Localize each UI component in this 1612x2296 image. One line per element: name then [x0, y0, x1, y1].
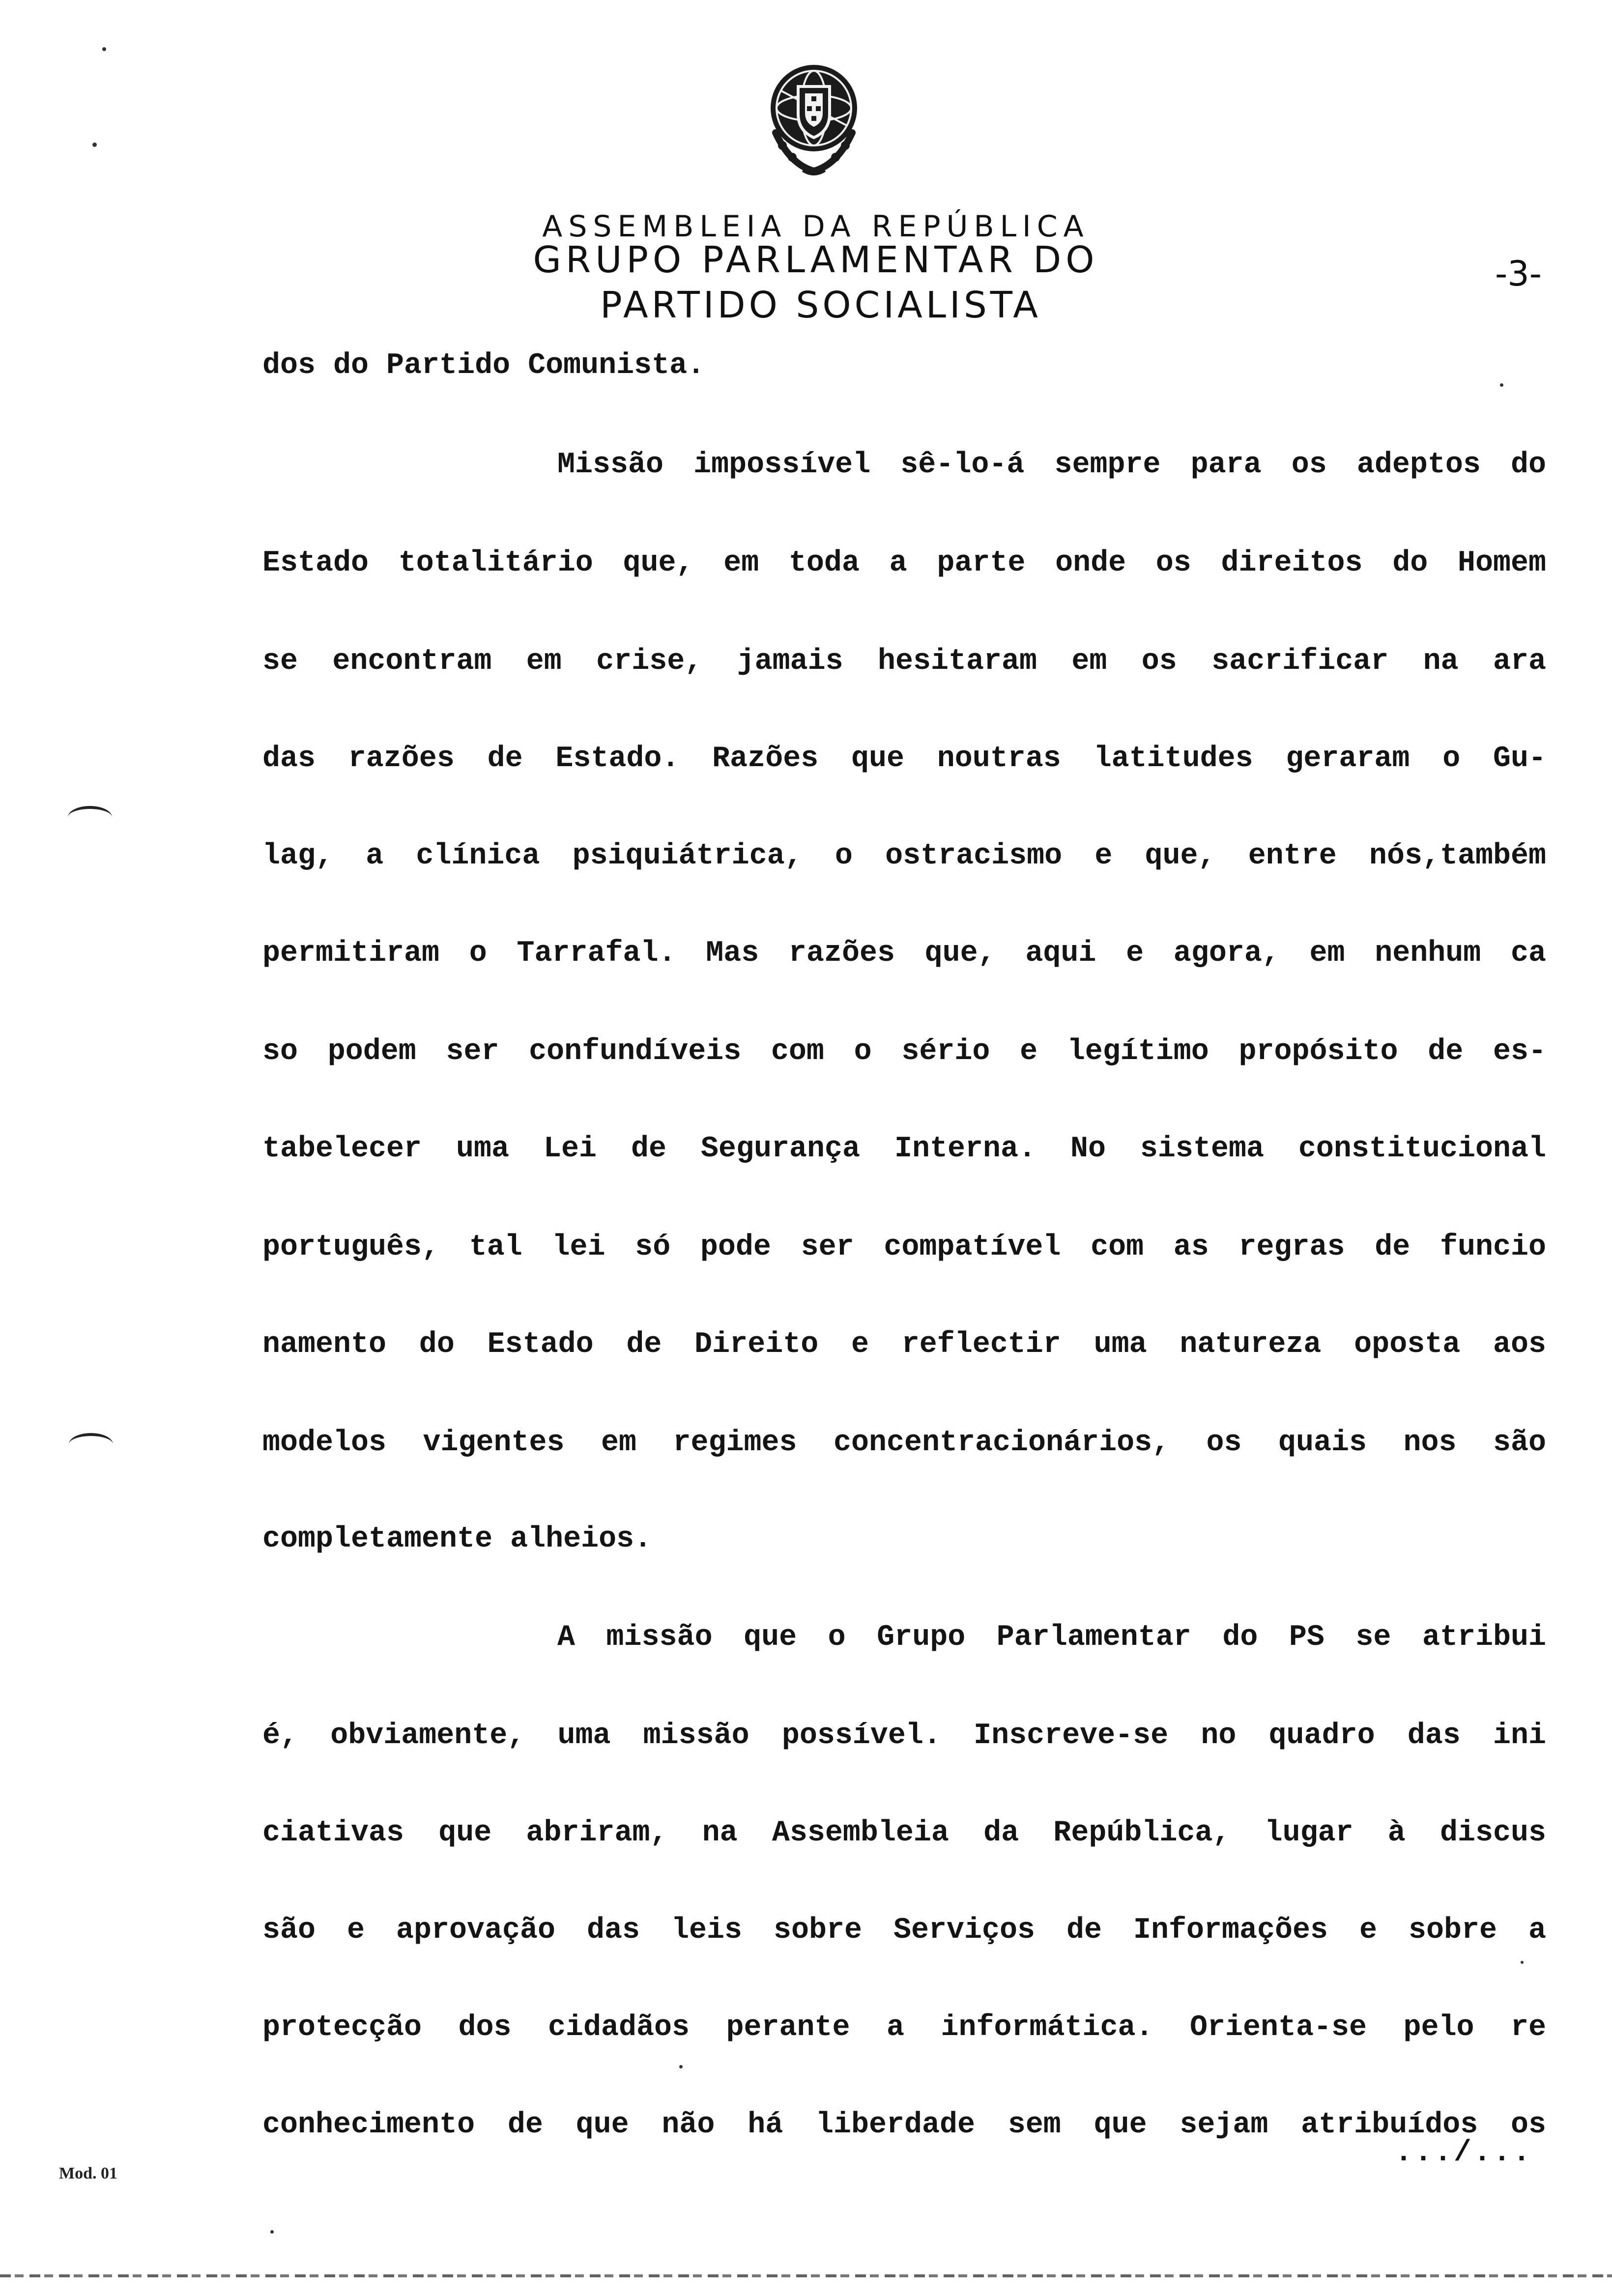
form-code: Mod. 01	[59, 2164, 117, 2182]
text-line: so podem ser confundíveis com o sério e legítimo propósito de es-	[262, 1035, 1546, 1068]
text-line: tabelecer uma Lei de Segurança Interna. No sistema constitucional	[262, 1132, 1546, 1166]
text-line: protecção dos cidadãos perante a informática. Orienta-se pelo re	[262, 2011, 1546, 2044]
text-line: A missão que o Grupo Parlamentar do PS se atribui	[557, 1621, 1546, 1654]
continuation-mark: .../...	[1395, 2136, 1533, 2170]
text-line: das razões de Estado. Razões que noutras latitudes geraram o Gu-	[262, 742, 1546, 775]
scan-speck	[102, 47, 106, 51]
scan-speck	[92, 143, 97, 147]
punch-hole-mark	[68, 806, 112, 829]
scan-speck	[1500, 383, 1503, 387]
scan-edge-rule	[0, 2274, 1612, 2277]
page-number: -3-	[1495, 254, 1542, 294]
text-line: completamente alheios.	[262, 1522, 652, 1556]
text-line: são e aprovação das leis sobre Serviços de Informações e sobre a	[262, 1914, 1546, 1947]
text-line: dos do Partido Comunista.	[262, 349, 705, 382]
scan-speck	[270, 2230, 274, 2234]
text-line: é, obviamente, uma missão possível. Inscreve-se no quadro das ini	[262, 1719, 1546, 1752]
text-line: Missão impossível sê-lo-á sempre para os adeptos do	[557, 448, 1546, 482]
letterhead-party: PARTIDO SOCIALISTA	[600, 284, 1041, 326]
letterhead-institution: ASSEMBLEIA DA REPÚBLICA	[542, 209, 1090, 244]
scan-speck	[1521, 1961, 1524, 1964]
punch-hole-mark	[69, 1433, 113, 1456]
text-line: conhecimento de que não há liberdade sem que sejam atribuídos os	[262, 2108, 1546, 2142]
text-line: modelos vigentes em regimes concentracionários, os quais nos são	[262, 1426, 1546, 1460]
text-line: português, tal lei só pode ser compatível com as regras de funcio	[262, 1231, 1546, 1264]
scan-speck	[679, 2065, 683, 2068]
text-line: Estado totalitário que, em toda a parte onde os direitos do Homem	[262, 546, 1546, 580]
text-line: se encontram em crise, jamais hesitaram em os sacrificar na ara	[262, 645, 1546, 678]
text-line: namento do Estado de Direito e reflectir uma natureza oposta aos	[262, 1328, 1546, 1361]
text-line: permitiram o Tarrafal. Mas razões que, aqui e agora, em nenhum ca	[262, 937, 1546, 970]
text-line: lag, a clínica psiquiátrica, o ostracismo e que, entre nós,também	[262, 839, 1546, 873]
letterhead-group: GRUPO PARLAMENTAR DO	[533, 239, 1099, 281]
text-line: ciativas que abriram, na Assembleia da República, lugar à discus	[262, 1816, 1546, 1850]
